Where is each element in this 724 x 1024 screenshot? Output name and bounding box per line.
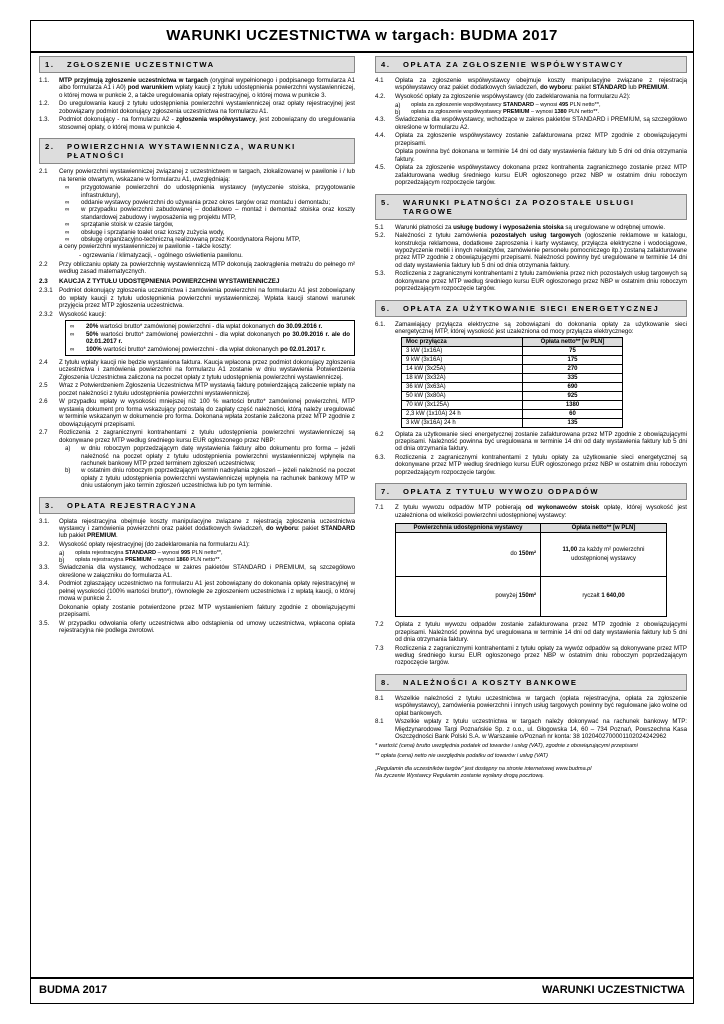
footer-right: WARUNKI UCZESTNICTWA: [542, 984, 685, 996]
paragraph: 4.5. Opłata za zgłoszenie współwystawcy dokonana przez kontrahenta zagranicznego zostanie przez MTP zafakturowana według średniego kursu EUR ogłoszonego przez NBP w ostatnim dniu roboczym poprzedzającym rozpoczęcie targów.: [375, 164, 687, 187]
list-item: b) opłata rejestracyjna PREMIUM – wynosi 1860 PLN netto**.: [59, 556, 222, 564]
paragraph: 4.4. Opłata za zgłoszenie współwystawcy zostanie zafakturowana przez MTP zgodnie z obowiązującymi przepisami.: [375, 132, 687, 147]
footnote: „Regulamin dla uczestników targów” jest dostępny na stronie internetowej www.budma.pl: [375, 766, 592, 773]
table-row: 3 kW (3x16A) 24 h 135: [402, 418, 623, 427]
list-item: ∞ oddanie wystawcy powierzchni do używania przez okres targów oraz montażu i demontażu;: [65, 199, 331, 207]
table-row: 36 kW (3x63A) 690: [402, 382, 623, 391]
table-header-row: Powierzchnia udostępniona wystawcy Opłata netto** [w PLN]: [396, 524, 667, 533]
list-item: ∞ 50% wartości brutto* zamówionej powierzchni - dla wpłat dokonanych po 30.09.2016 r. ale do 02.01.2017 r.: [70, 330, 350, 346]
list-item: b) opłata za zgłoszenie współwystawcy PREMIUM – wynosi 1380 PLN netto**.: [395, 109, 600, 116]
waste-fee-table: [395, 523, 667, 617]
section-header: 8. NALEŻNOŚCI A KOSZTY BANKOWE: [375, 674, 687, 691]
paragraph: 2.3.1 Podmiot dokonujący zgłoszenia uczestnictwa i zamówienia powierzchni na formularzu A1 jest zobowiązany do wpłaty kaucji z tytułu udostępnienia powierzchni wystawienniczej. Wpłata kaucji stanowi warunek przyjęcia przez MTP zgłoszenia uczestnictwa.: [39, 287, 355, 310]
paragraph: 6.3. Rozliczenia z zagranicznymi kontrahentami z tytułu opłaty za użytkowanie sieci energetycznej są dokonywane przez MTP według średniego kursu EUR ogłoszonego przez NBP w ostatnim dniu roboczym poprzedzającym rozpoczęcie targów.: [375, 454, 687, 476]
section-4: [375, 56, 687, 187]
table-row: do 150m² 11,00 za każdy m² powierzchni udostępnionej wystawcy: [396, 533, 667, 577]
paragraph: 2.7 Rozliczenia z zagranicznymi kontrahentami z tytułu udostępnienia powierzchni wystawienniczej są dokonywane przez MTP według średniego kursu EUR ogłoszonego przez NBP:: [39, 429, 355, 444]
page-footer: [31, 977, 693, 1003]
footnote: ** opłata (cena) netto nie uwzględnia podatku od towarów i usług (VAT): [375, 753, 548, 760]
paragraph: 2.1 Ceny powierzchni wystawienniczej związanej z uczestnictwem w targach, zlokalizowanej w pawilonie i / lub na terenie otwartym, wskazane w formularzu A1, uwzględniają:: [39, 168, 355, 183]
list-item: ∞ obsługę i sprzątanie toalet oraz koszty zużycia wody,: [65, 228, 225, 236]
list-item: ∞ w przypadku powierzchni zabudowanej – dodatkowo – montaż i demontaż stoiska oraz koszty standardowej zabudowy i wyposażenia wg projektu MTP,: [65, 206, 355, 221]
paragraph: 4.1 Opłata za zgłoszenie współwystawcy obejmuje koszty manipulacyjne związane z rejestracją współwystawcy oraz pakiet dodatkowych świadczeń, do wyboru: pakiet STANDARD lub PREMIUM.: [375, 77, 687, 92]
paragraph: 4.3. Świadczenia dla współwystawcy, wchodzące w zakres pakietów STANDARD i PREMIUM, są szczegółowo określone w formularzu A2.: [375, 116, 687, 131]
paragraph: 7.2 Opłata z tytułu wywozu odpadów zostanie zafakturowana przez MTP zgodnie z obowiązującymi przepisami. Należność powinna być uregulowana w terminie 14 dni od daty wystawienia faktury lub 5 dni od dnia otrzymania faktury.: [375, 621, 687, 643]
paragraph: 6.1. Zamawiający przyłącza elektryczne są zobowiązani do dokonania opłaty za użytkowanie sieci energetycznej MTP, której wysokość jest uzależniona od mocy przyłącza elektrycznego:: [375, 320, 687, 336]
power-fee-table: [401, 337, 623, 428]
deposit-box: [65, 320, 355, 356]
paragraph: a ceny powierzchni wystawienniczej w pawilonie - także koszty:: [59, 243, 232, 251]
paragraph: 5.3. Rozliczenia z zagranicznymi kontrahentami z tytułu zamówienia przez nich pozostałych usług targowych są dokonywane przez MTP według średniego kursu EUR ogłoszonego przez NBP w ostatnim dniu roboczym poprzedzającym rozpoczęcie targów.: [375, 270, 687, 293]
paragraph: 2.3.2 Wysokość kaucji:: [39, 310, 107, 318]
paragraph: 2.6 W przypadku wpłaty w wysokości mniejszej niż 100 % wartości brutto* zamówionej powierzchni, MTP wystawią dokument pro forma wskazujący pozostałą do zapłaty część należności, którą należy uregulować w terminie wskazanym w dokumencie pro forma. Dokonana wpłata zostanie zaliczona przez MTP zgodnie z obowiązującymi przepisami.: [39, 398, 355, 428]
section-7: [375, 483, 687, 666]
paragraph: 6.2 Opłata za użytkowanie sieci energetycznej zostanie zafakturowana przez MTP zgodnie z obowiązującymi przepisami. Należność powinna być uregulowana w terminie 14 dni od daty wystawienia faktury lub 5 dni od dnia otrzymania faktury.: [375, 430, 687, 453]
section-8: [375, 674, 687, 781]
paragraph: Opłata powinna być dokonana w terminie 14 dni od daty wystawienia faktury lub 5 dni od dnia otrzymania faktury.: [395, 148, 687, 163]
section-6: [375, 300, 687, 477]
section-header: 3. OPŁATA REJESTRACYJNA: [39, 497, 355, 514]
paragraph: 8.1 Wszelkie należności z tytułu uczestnictwa w targach (opłata rejestracyjna, opłata za zgłoszenie współwystawcy), zamówienia powierzchni i innych usług targowych powinny być regulowane jako wolne od opłat bankowych.: [375, 694, 687, 717]
paragraph: 1.1. MTP przyjmują zgłoszenie uczestnictwa w targach (oryginał wypełnionego i podpisanego formularza A1 albo formularza A1 i A0) pod warunkiem wpłaty kaucji z tytułu udostępnienia powierzchni wystawienniczej, o której mowa w punkcie 2, a także uregulowania opłaty rejestracyjnej, o której mowa w punkcie 3.: [39, 77, 355, 99]
paragraph: 3.2. Wysokość opłaty rejestracyjnej (do zadeklarowania na formularzu A1):: [39, 540, 250, 548]
table-row: 50 kW (3x80A) 925: [402, 391, 623, 400]
paragraph: 8.1 Wszelkie wpłaty z tytułu uczestnictwa w targach należy dokonywać na rachunek bankowy MTP: Międzynarodowe Targi Poznańskie Sp. z o.o., ul. Głogowska 14, 60 – 734 Poznań, Powszechna Kasa Oszczędności Bank Polski S.A. w Warszawie o/Poznań nr konta: 38 1020402700001102024242962: [375, 718, 687, 740]
content-columns: [39, 56, 685, 973]
paragraph: 2.2 Przy obliczaniu opłaty za powierzchnię wystawienniczą MTP dokonują zaokrąglenia metrażu do pełnego m² według zasad matematycznych.: [39, 260, 355, 276]
subsection-heading: 2.3 KAUCJA Z TYTUŁU UDOSTĘPNIENIA POWIERZCHNI WYSTAWIENNICZEJ: [39, 278, 280, 286]
paragraph: 1.2. Do uregulowania kaucji z tytułu udostępnienia powierzchni wystawienniczej oraz opłaty rejestracyjnej jest zobowiązany podmiot dokonujący zgłoszenia uczestnictwa na formularzu A1.: [39, 100, 355, 115]
section-header: 6. OPŁATA ZA UŻYTKOWANIE SIECI ENERGETYCZNEJ: [375, 300, 687, 317]
table-row: 3 kW (1x16A) 75: [402, 346, 623, 355]
paragraph: 2.5 Wraz z Potwierdzeniem Zgłoszenia Uczestnictwa MTP wystawią fakturę potwierdzającą zaliczenie wpłaty na poczet należności z tytułu udostępnienia powierzchni wystawienniczej.: [39, 382, 355, 397]
section-header: 2. POWIERZCHNIA WYSTAWIENNICZA, WARUNKI PŁATNOŚCI: [39, 138, 355, 164]
paragraph: 3.3. Świadczenia dla wystawcy, wchodzące w zakres pakietów STANDARD i PREMIUM, są szczegółowo określone w załączniku do formularza A1.: [39, 564, 355, 579]
table-row: 9 kW (3x16A) 175: [402, 355, 623, 364]
footer-left: BUDMA 2017: [39, 984, 108, 996]
section-5: [375, 194, 687, 293]
table-row: powyżej 150m² ryczałt 1 640,00: [396, 577, 667, 617]
section-2: [39, 138, 355, 489]
section-3: [39, 497, 355, 635]
paragraph: 7.1 Z tytułu wywozu odpadów MTP pobierają od wykonawców stoisk opłatę, której wysokość jest uzależniona od wielkości powierzchni udostępnionej wystawcy:: [375, 504, 687, 519]
footnote: * wartość (cena) brutto uwzględnia podatek od towarów i usług (VAT), zgodnie z obowiązującymi przepisami: [375, 743, 638, 750]
paragraph: - ogrzewania / klimatyzacji, - ogólnego oświetlenia pawilonu.: [79, 252, 243, 260]
right-column: [375, 56, 687, 973]
paragraph: 4.2. Wysokość opłaty za zgłoszenie współwystawcy (do zadeklarowania na formularzu A2):: [375, 93, 631, 100]
list-item: ∞ obsługę organizacyjno-techniczną realizowaną przez Koordynatora Rejonu MTP,: [65, 236, 301, 244]
list-item: a) opłata za zgłoszenie współwystawcy STANDARD – wynosi 495 PLN netto**,: [395, 101, 601, 109]
page-title: WARUNKI UCZESTNICTWA w targach: BUDMA 2017: [31, 21, 693, 53]
list-item: a) w dniu roboczym poprzedzającym datę wystawienia faktury albo dokumentu pro forma – jeżeli należność na poczet opłaty z tytułu udostępnienia powierzchni wystawienniczej wpłynęła na rachunek bankowy MTP przed terminem zgłoszeń uczestnictwa;: [65, 445, 355, 467]
table-header-row: Moc przyłącza Opłata netto** [w PLN]: [402, 337, 623, 346]
list-item: b) w ostatnim dniu roboczym poprzedzającym termin nadsyłania zgłoszeń – jeżeli należność na poczet opłaty z tytułu udostępnienia powierzchni wystawienniczej wpłynęła na rachunek bankowy MTP w dniu ustalonym jako termin zgłoszeń uczestnictwa lub po tym terminie.: [65, 467, 355, 490]
paragraph: 5.1 Warunki płatności za usługę budowy i wyposażenia stoiska są uregulowane w odrębnej umowie.: [375, 223, 666, 231]
paragraph: 1.3. Podmiot dokonujący - na formularzu A2 - zgłoszenia współwystawcy, jest zobowiązany do uregulowania stosownej opłaty, o której mowa w punkcie 4.: [39, 116, 355, 131]
paragraph: Dokonanie opłaty zostanie potwierdzone przez MTP wystawieniem faktury zgodnie z obowiązującymi przepisami.: [59, 603, 355, 619]
section-1: [39, 56, 355, 131]
paragraph: 3.4. Podmiot zgłaszający uczestnictwo na formularzu A1 jest zobowiązany do dokonania opłaty rejestracyjnej w pełnej wysokości (100% wartości brutto*), równolegle ze zgłoszeniem uczestnictwa i z wpłatą kaucji, o której mowa w punkcie 2.: [39, 580, 355, 603]
footnote: Na życzenie Wystawcy Regulamin zostanie wysłany drogą pocztową.: [375, 773, 545, 780]
list-item: ∞ przygotowanie powierzchni do udostępnienia wystawcy (wytyczenie stoiska, przygotowanie infrastruktury),: [65, 184, 355, 199]
paragraph: 5.2. Należności z tytułu zamówienia pozostałych usług targowych (ogłoszenie reklamowe w katalogu, konstrukcja reklamowa, dodatkowe zaproszenia i karty wystawcy, przyłącza elektryczne i wodociągowe, wypożyczenie mebli i innych rekwizytów, zamówienie personelu pomocniczego itp.) zostaną zafakturowane przez MTP zgodnie z obowiązującymi przepisami. Należności powinny być uregulowane w terminie 14 dni od daty wystawienia faktury lub 5 dni od dnia otrzymania faktury.: [375, 232, 687, 269]
section-header: 7. OPŁATA Z TYTUŁU WYWOZU ODPADÓW: [375, 483, 687, 500]
list-item: ∞ 20% wartości brutto* zamówionej powierzchni - dla wpłat dokonanych do 30.09.2016 r.: [70, 323, 323, 331]
section-header: 5. WARUNKI PŁATNOŚCI ZA POZOSTAŁE USŁUGI TARGOWE: [375, 194, 687, 220]
table-row: 70 kW (3x125A) 1380: [402, 400, 623, 409]
list-item: ∞ sprzątanie stoisk w czasie targów,: [65, 221, 174, 229]
list-item: ∞ 100% wartości brutto* zamówionej powierzchni - dla wpłat dokonanych po 02.01.2017 r.: [70, 345, 326, 353]
paragraph: 3.1. Opłata rejestracyjna obejmuje koszty manipulacyjne związane z rejestracją zgłoszenia uczestnictwa wystawcy i zamówienia powierzchni oraz pakiet dodatkowych świadczeń, do wyboru: pakiet STANDARD lub pakiet PREMIUM.: [39, 517, 355, 540]
paragraph: 3.5. W przypadku odwołania oferty uczestnictwa albo odstąpienia od umowy uczestnictwa, wpłacona opłata rejestracyjna nie podlega zwrotowi.: [39, 619, 355, 635]
document-page: [30, 20, 694, 1004]
paragraph: 2.4 Z tytułu wpłaty kaucji nie będzie wystawiona faktura. Kaucja wpłacona przez podmiot dokonujący zgłoszenia uczestnictwa i zamówienia powierzchni na formularzu A1 zostanie w dniu wystawienia Potwierdzenia Zgłoszenia Uczestnictwa zaliczona na poczet opłaty z tytułu udostępnienia powierzchni wystawienniczej.: [39, 358, 355, 381]
section-header: 1. ZGŁOSZENIE UCZESTNICTWA: [39, 56, 355, 73]
section-header: 4. OPŁATA ZA ZGŁOSZENIE WSPÓŁWYSTAWCY: [375, 56, 687, 73]
left-column: [39, 56, 355, 973]
paragraph: 7.3 Rozliczenia z zagranicznymi kontrahentami z tytułu opłaty za wywóz odpadów są dokonywane przez MTP według średniego kursu EUR ogłoszonego przez NBP w ostatnim dniu roboczym poprzedzającym rozpoczęcie targów.: [375, 644, 687, 667]
table-row: 14 kW (3x25A) 270: [402, 364, 623, 373]
table-row: 2,3 kW (1x10A) 24 h 60: [402, 409, 623, 418]
table-row: 18 kW (3x32A) 335: [402, 373, 623, 382]
list-item: a) opłata rejestracyjna STANDARD – wynosi 995 PLN netto**,: [59, 549, 223, 557]
